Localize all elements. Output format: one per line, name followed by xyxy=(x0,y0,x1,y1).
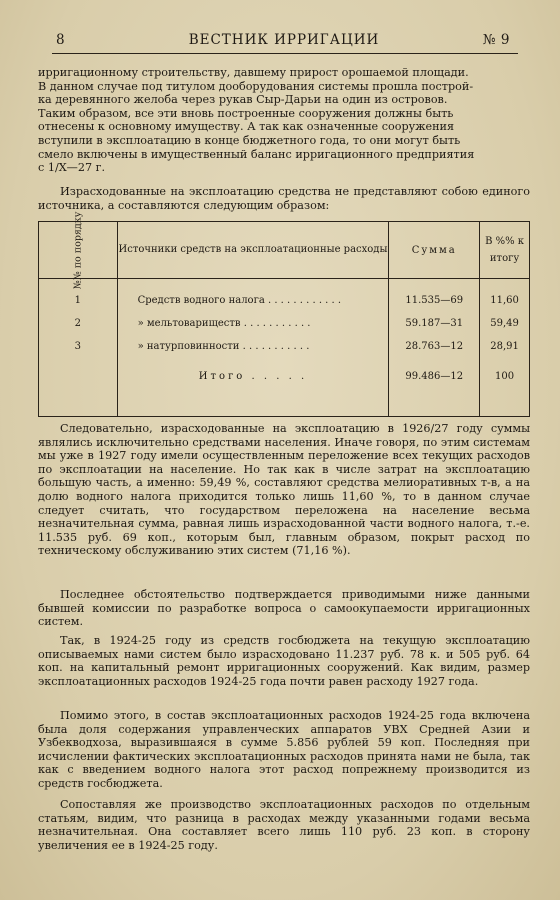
row-number: 2 xyxy=(39,312,118,335)
intro-line: ка деревянного желоба через рукав Сыр-Дарьи на один из островов. xyxy=(38,93,448,107)
intro-line: ирригационному строительству, давшему прирост орошаемой площади. xyxy=(38,66,469,79)
issue-number: № 9 xyxy=(482,32,510,48)
col-header-percent: В %% к итогу xyxy=(480,222,530,279)
intro-line: вступили в эксплоатацию в конце бюджетного года, то они могут быть xyxy=(38,133,461,147)
intro-line: смело включены в имущественный баланс ирригационного предприятия xyxy=(38,147,475,161)
col-header-sum: Сумма xyxy=(389,222,480,279)
header-rule xyxy=(52,53,518,54)
journal-title: ВЕСТНИК ИРРИГАЦИИ xyxy=(188,32,380,48)
row-sum: 11.535—69 xyxy=(389,279,480,313)
intro-line: отнесены к основному имуществу. А так как означенные сооружения xyxy=(38,120,455,134)
intro-line: с 1/X—27 г. xyxy=(38,161,106,175)
paragraph-text: Следовательно, израсходованные на эксплоатацию в 1926/27 году суммы являлись исключительно средствами населения. Иначе говоря, по этим системам мы уже в 1927 году имели осуществленным переложение всех текущих расходов по эксплоатации на население. Но так как в числе затрат на эксплоатацию большую часть, а именно: 59,49 %, составляют средства мелиоративных т-в, а на долю водного налога приходится только лишь 11,60 %, то в данном случае следует считать, что государством переложена на население весьма незначительная сумма, равная лишь израсходованной части водного налога, т.-е. 11.535 руб. 69 коп., которым был, главным образом, покрыт расход по техническому обслуживанию этих систем (71,16 %). xyxy=(38,422,530,558)
table-total-row xyxy=(39,358,530,394)
table-row xyxy=(39,312,530,335)
sources-paragraph xyxy=(38,185,530,212)
row-percent: 28,91 xyxy=(480,335,530,358)
paragraph-text: Так, в 1924-25 году из средств госбюджета на текущую эксплоатацию описываемых нами систем было израсходовано 11.237 руб. 78 к. и 505 руб. 64 коп. на капитальный ремонт ирригационных сооружений. Как видим, размер эксплоатационных расходов 1924-25 года почти равен расходу 1927 года. xyxy=(38,634,530,688)
paragraph-confirmation xyxy=(38,588,530,629)
total-percent: 100 xyxy=(480,358,530,394)
total-sum: 99.486—12 xyxy=(389,358,480,394)
row-source: » натурповинности . . . . . . . . . . . xyxy=(117,335,389,358)
row-sum: 28.763—12 xyxy=(389,335,480,358)
paragraph-admin-costs xyxy=(38,709,530,791)
table-row xyxy=(39,279,530,313)
page-number: 8 xyxy=(56,32,66,48)
intro-paragraph xyxy=(38,66,530,175)
paragraph-text: Израсходованные на эксплоатацию средства не представляют собою единого источника, а составляются следующим образом: xyxy=(38,185,530,212)
row-number: 1 xyxy=(39,279,118,313)
row-percent: 59,49 xyxy=(480,312,530,335)
paragraph-text: Сопоставляя же производство эксплоатационных расходов по отдельным статьям, видим, что разница в расходах между указанными годами весьма незначительная. Она составляет всего лишь 110 руб. 23 коп. в сторону увеличения ее в 1924-25 году. xyxy=(38,798,530,852)
paragraph-conclusion xyxy=(38,422,530,558)
table-header-row xyxy=(39,222,530,279)
row-sum: 59.187—31 xyxy=(389,312,480,335)
total-empty-cell xyxy=(39,358,118,394)
paragraph-text: Помимо этого, в состав эксплоатационных расходов 1924-25 года включена была доля содержания управленческих аппаратов УВХ Средней Азии и Узбекводхоза, выразившаяся в сумме 5.856 рублей 59 коп. Последняя при исчислении фактических эксплоатационных расходов принята нами не была, так как с введением водного налога этот расход попрежнему производится из средств госбюджета. xyxy=(38,709,530,790)
row-percent: 11,60 xyxy=(480,279,530,313)
table-row xyxy=(39,335,530,358)
row-source: » мельтовариществ . . . . . . . . . . . xyxy=(117,312,389,335)
paragraph-comparison xyxy=(38,798,530,852)
table-bottom-row xyxy=(39,394,530,417)
col-header-number: №№ по порядку xyxy=(39,222,118,279)
intro-line: В данном случае под титулом дооборудования системы прошла построй- xyxy=(38,79,474,93)
total-label: Итого . . . . . xyxy=(117,358,389,394)
paragraph-1924-budget xyxy=(38,634,530,688)
row-source: Средств водного налога . . . . . . . . . . . . xyxy=(117,279,389,313)
row-number: 3 xyxy=(39,335,118,358)
paragraph-text: Последнее обстоятельство подтверждается приводимыми ниже данными бывшей комиссии по разработке вопроса о самоокупаемости ирригационных систем. xyxy=(38,588,530,629)
col-header-source: Источники средств на эксплоатационные расходы xyxy=(117,222,389,279)
sources-table xyxy=(38,211,530,417)
page-header xyxy=(38,32,530,52)
intro-line: Таким образом, все эти вновь построенные сооружения должны быть xyxy=(38,106,454,120)
